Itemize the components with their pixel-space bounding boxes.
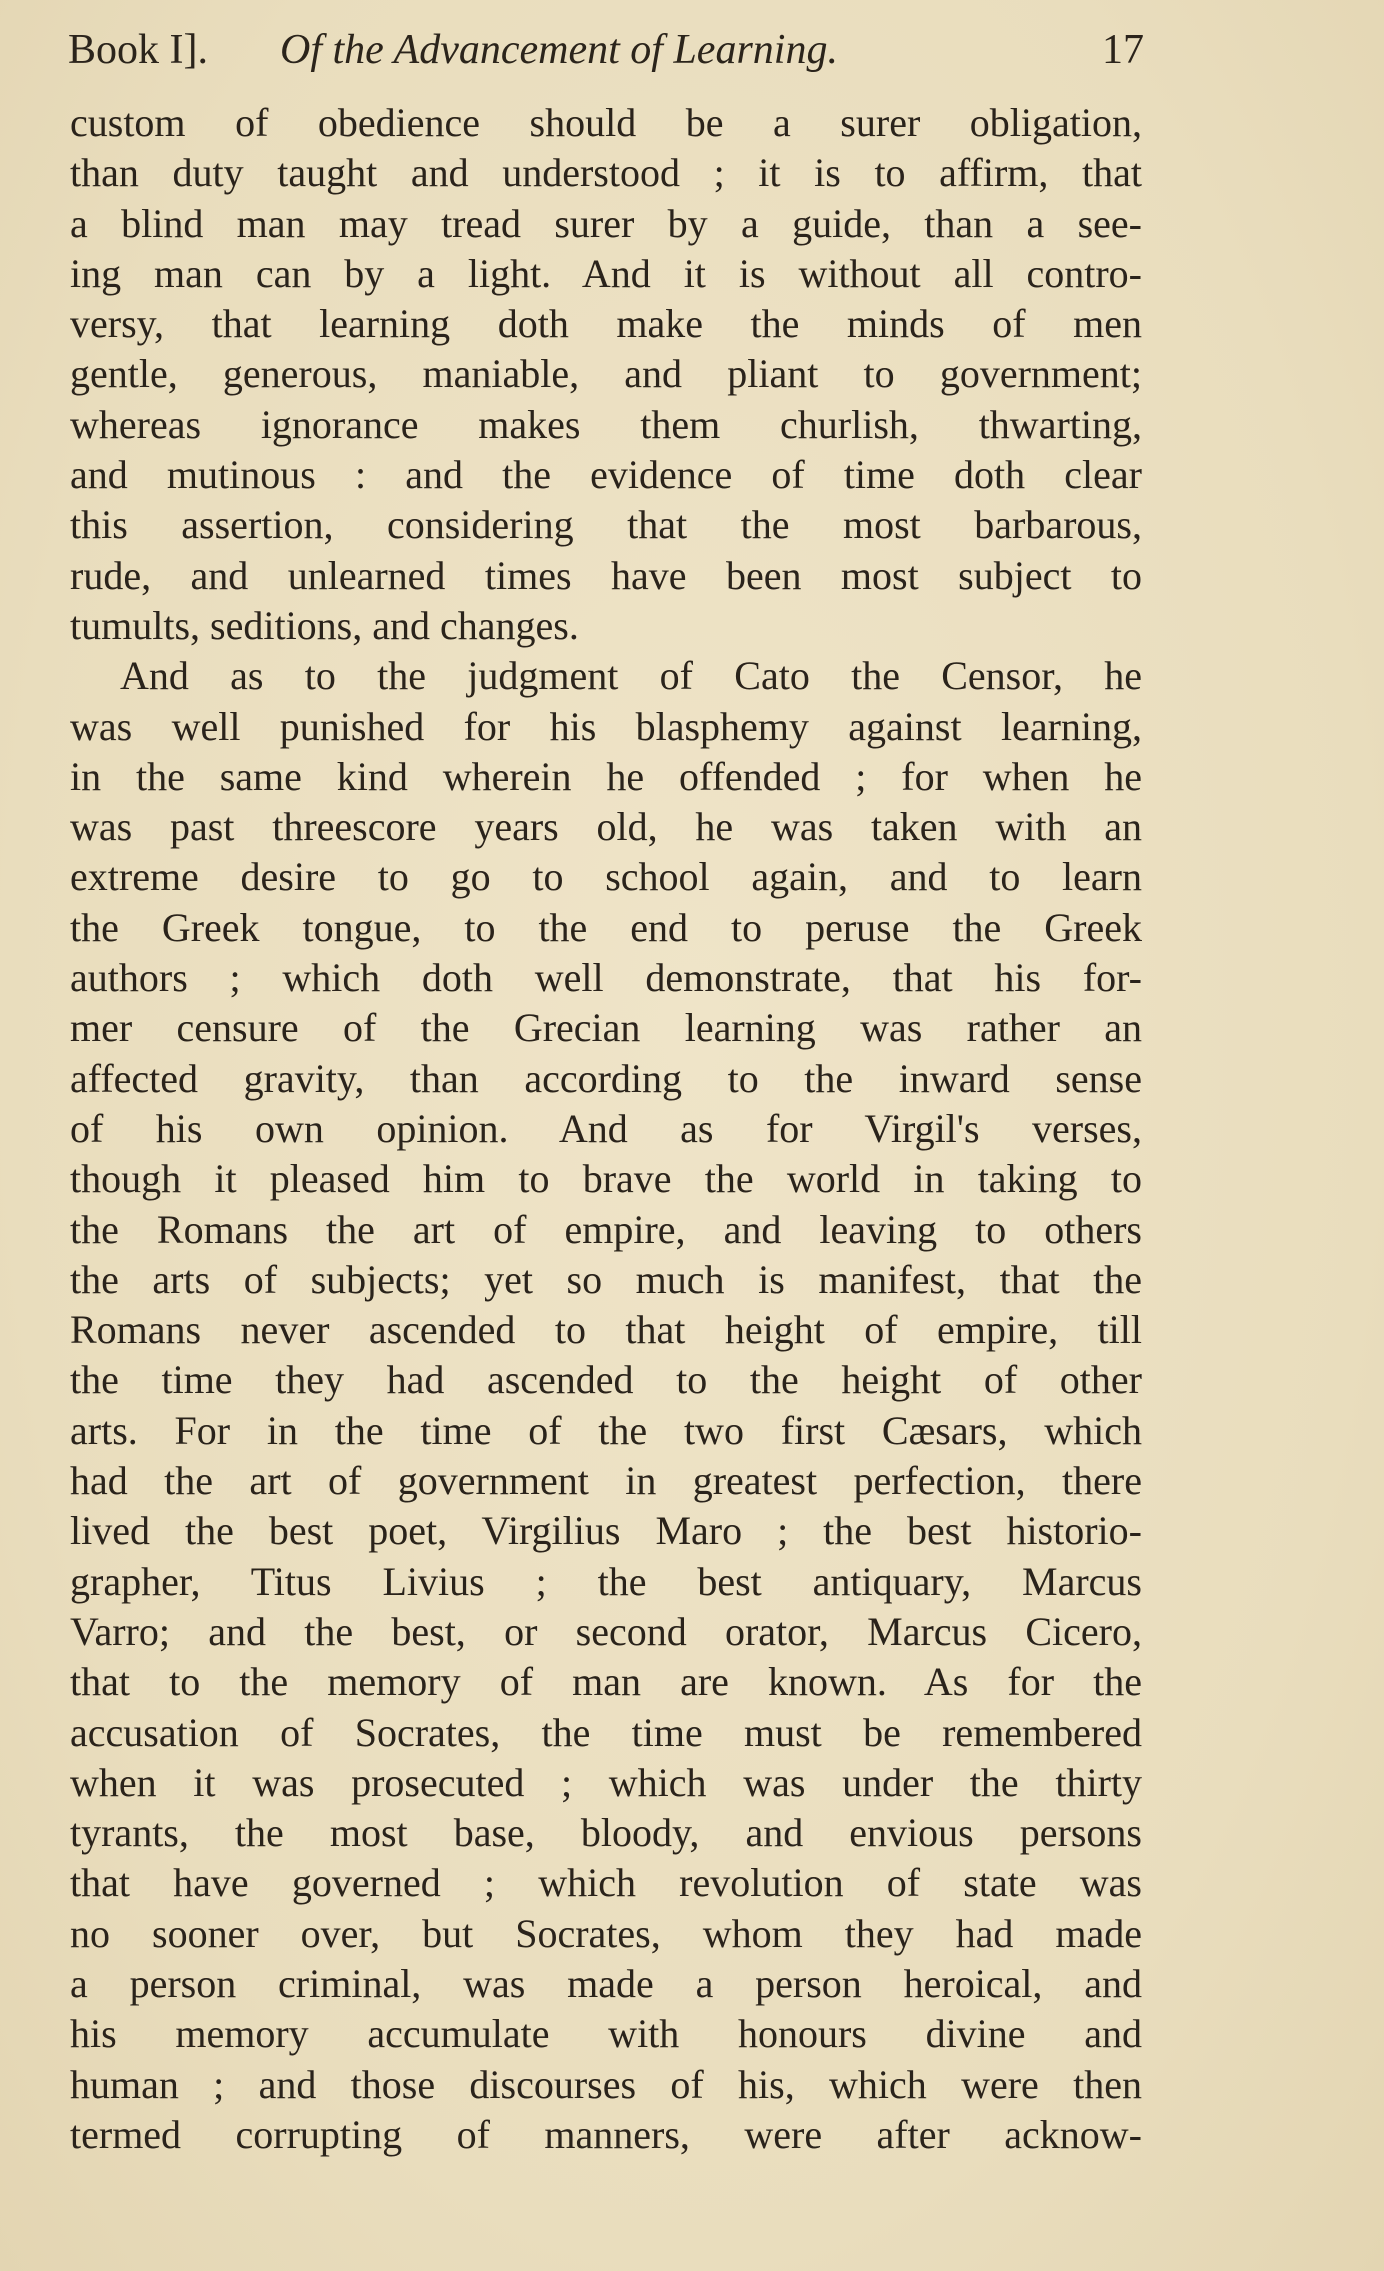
text-line: was well punished for his blasphemy against learning, (70, 703, 1142, 749)
text-line: that have governed ; which revolution of state was (70, 1860, 1142, 1906)
text-line: And as to the judgment of Cato the Censor, he (120, 653, 1142, 699)
text-line: Varro; and the best, or second orator, Marcus Cicero, (70, 1608, 1142, 1654)
text-line: his memory accumulate with honours divine and (70, 2011, 1142, 2057)
text-line: in the same kind wherein he offended ; for when he (70, 753, 1142, 799)
text-line: the time they had ascended to the height of other (70, 1357, 1142, 1403)
text-line: though it pleased him to brave the world in taking to (70, 1156, 1142, 1202)
text-line: no sooner over, but Socrates, whom they had made (70, 1910, 1142, 1956)
text-line: ing man can by a light. And it is without all contro- (70, 250, 1142, 296)
text-line: that to the memory of man are known. As for the (70, 1659, 1142, 1705)
text-line: authors ; which doth well demonstrate, that his for- (70, 955, 1142, 1001)
text-line: the Romans the art of empire, and leaving to others (70, 1206, 1142, 1252)
text-line: affected gravity, than according to the inward sense (70, 1055, 1142, 1101)
text-line: whereas ignorance makes them churlish, thwarting, (70, 401, 1142, 447)
text-line: than duty taught and understood ; it is to affirm, that (70, 150, 1142, 196)
text-line: the arts of subjects; yet so much is manifest, that the (70, 1256, 1142, 1302)
text-line: arts. For in the time of the two first Cæsars, which (70, 1407, 1142, 1453)
text-line: was past threescore years old, he was taken with an (70, 804, 1142, 850)
text-line: termed corrupting of manners, were after acknow- (70, 2111, 1142, 2157)
book-label: Book I]. (68, 27, 208, 73)
text-line: a person criminal, was made a person heroical, and (70, 1960, 1142, 2006)
text-line: tyrants, the most base, bloody, and envious persons (70, 1810, 1142, 1856)
running-title: Of the Advancement of Learning. (280, 27, 838, 73)
text-line: gentle, generous, maniable, and pliant to government; (70, 351, 1142, 397)
running-header (68, 18, 1144, 80)
text-line: the Greek tongue, to the end to peruse the Greek (70, 904, 1142, 950)
text-line: human ; and those discourses of his, which were then (70, 2061, 1142, 2107)
text-line: of his own opinion. And as for Virgil's verses, (70, 1105, 1142, 1151)
page-number: 17 (1102, 27, 1144, 73)
text-line: Romans never ascended to that height of empire, till (70, 1307, 1142, 1353)
text-line: had the art of government in greatest perfection, there (70, 1458, 1142, 1504)
text-line: mer censure of the Grecian learning was rather an (70, 1005, 1142, 1051)
text-line: when it was prosecuted ; which was under the thirty (70, 1759, 1142, 1805)
text-line: extreme desire to go to school again, and to learn (70, 854, 1142, 900)
text-line: custom of obedience should be a surer obligation, (70, 100, 1142, 145)
text-line: accusation of Socrates, the time must be remembered (70, 1709, 1142, 1755)
text-line: rude, and unlearned times have been most subject to (70, 552, 1142, 598)
text-line: versy, that learning doth make the minds of men (70, 301, 1142, 347)
text-line: tumults, seditions, and changes. (70, 602, 579, 648)
text-line: grapher, Titus Livius ; the best antiquary, Marcus (70, 1558, 1142, 1604)
text-line: a blind man may tread surer by a guide, than a see- (70, 200, 1142, 246)
text-line: this assertion, considering that the most barbarous, (70, 502, 1142, 548)
text-line: lived the best poet, Virgilius Maro ; the best historio- (70, 1508, 1142, 1554)
body-text (70, 98, 1142, 2160)
text-line: and mutinous : and the evidence of time doth clear (70, 452, 1142, 498)
